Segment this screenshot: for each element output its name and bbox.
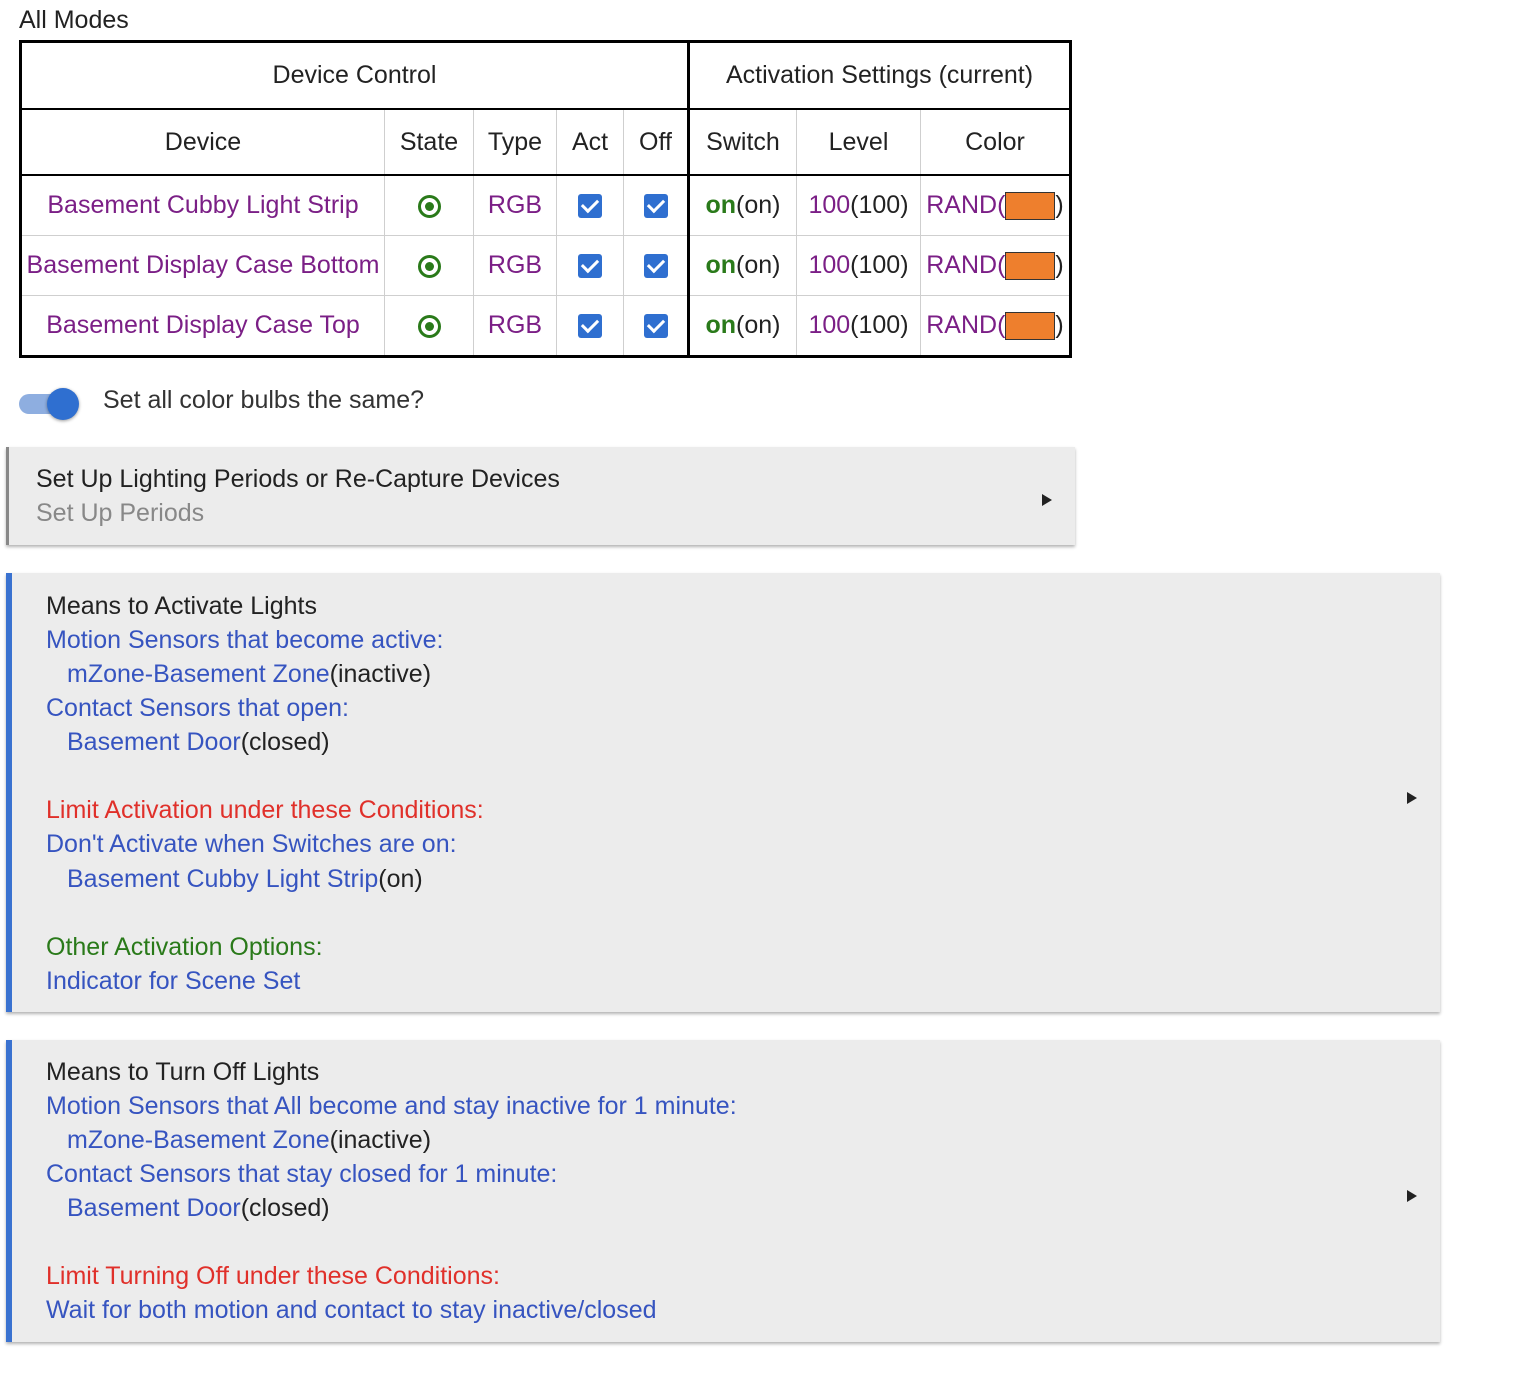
group-header-activation-settings: Activation Settings (current) [689,42,1071,110]
color-swatch [1005,192,1055,220]
turn-off-lights-card[interactable] [6,1040,1440,1342]
level-cell[interactable] [797,175,921,236]
same-color-toggle-label: Set all color bulbs the same? [103,386,425,414]
color-setting: RAND( [926,250,1006,279]
activate-contact-heading: Contact Sensors that open: [46,694,349,722]
off-motion-state: (inactive) [329,1126,432,1154]
color-close-paren: ) [1055,310,1064,339]
activate-switch-device: Basement Cubby Light Strip [67,865,379,893]
off-contact-state: (closed) [240,1194,330,1222]
switch-current: (on) [736,311,781,339]
off-checkbox[interactable] [644,194,668,218]
off-contact-heading: Contact Sensors that stay closed for 1 minute: [46,1160,558,1188]
switch-cell[interactable] [689,296,797,357]
activate-switch-heading: Don't Activate when Switches are on: [46,830,457,858]
toggle-knob [47,388,79,420]
switch-current: (on) [736,191,781,219]
color-cell[interactable] [921,236,1071,296]
activate-motion-device: mZone-Basement Zone [67,660,330,688]
switch-cell[interactable] [689,236,797,296]
activate-limit-heading: Limit Activation under these Conditions: [46,796,484,824]
col-header-level: Level [797,109,921,175]
color-close-paren: ) [1055,190,1064,219]
act-checkbox[interactable] [578,254,602,278]
group-header-device-control: Device Control [21,42,689,110]
level-cell[interactable] [797,296,921,357]
device-table [19,40,1072,358]
off-card-title: Means to Turn Off Lights [46,1058,320,1086]
switch-cell[interactable] [689,175,797,236]
color-cell[interactable] [921,175,1071,236]
activate-lights-card[interactable] [6,573,1440,1012]
color-setting: RAND( [926,310,1006,339]
device-type-link[interactable]: RGB [487,311,543,339]
activate-contact-state: (closed) [240,728,330,756]
switch-setting: on [705,251,737,279]
act-checkbox[interactable] [578,194,602,218]
col-header-type: Type [474,109,557,175]
off-checkbox[interactable] [644,254,668,278]
activate-motion-state: (inactive) [329,660,432,688]
off-checkbox[interactable] [644,314,668,338]
radio-selected-icon[interactable] [418,315,441,338]
device-type-link[interactable]: RGB [487,251,543,279]
col-header-act: Act [557,109,624,175]
table-row [21,236,1071,296]
table-row [21,296,1071,357]
device-name-link[interactable]: Basement Cubby Light Strip [47,191,359,219]
device-type-link[interactable]: RGB [487,191,543,219]
color-cell[interactable] [921,296,1071,357]
level-cell[interactable] [797,236,921,296]
level-setting: 100 [808,191,851,219]
color-swatch [1005,252,1055,280]
level-current: (100) [850,191,909,219]
act-checkbox[interactable] [578,314,602,338]
switch-current: (on) [736,251,781,279]
device-name-link[interactable]: Basement Display Case Bottom [26,251,380,279]
table-row [21,175,1071,236]
activate-switch-state: (on) [378,865,423,893]
col-header-switch: Switch [689,109,797,175]
off-limit-item: Wait for both motion and contact to stay inactive/closed [46,1296,657,1324]
radio-selected-icon[interactable] [418,195,441,218]
lighting-periods-title: Set Up Lighting Periods or Re-Capture Devices [36,465,560,493]
triangle-right-icon [1407,1190,1417,1202]
activate-contact-device: Basement Door [67,728,241,756]
level-current: (100) [850,251,909,279]
device-name-link[interactable]: Basement Display Case Top [46,311,360,339]
color-close-paren: ) [1055,250,1064,279]
color-swatch [1005,312,1055,340]
lighting-periods-card[interactable] [6,447,1075,545]
switch-setting: on [705,311,737,339]
off-motion-device: mZone-Basement Zone [67,1126,330,1154]
switch-setting: on [705,191,737,219]
col-header-state: State [385,109,474,175]
off-motion-heading: Motion Sensors that All become and stay inactive for 1 minute: [46,1092,737,1120]
off-limit-heading: Limit Turning Off under these Conditions: [46,1262,500,1290]
lighting-periods-subtitle: Set Up Periods [36,499,205,527]
off-contact-device: Basement Door [67,1194,241,1222]
activate-motion-heading: Motion Sensors that become active: [46,626,444,654]
mode-title: All Modes [19,6,129,34]
col-header-off: Off [624,109,689,175]
col-header-color: Color [921,109,1071,175]
triangle-right-icon [1042,494,1052,506]
color-setting: RAND( [926,190,1006,219]
triangle-right-icon [1407,792,1417,804]
level-setting: 100 [808,251,851,279]
level-setting: 100 [808,311,851,339]
level-current: (100) [850,311,909,339]
same-color-toggle[interactable] [19,388,77,420]
activate-other-heading: Other Activation Options: [46,933,323,961]
activate-card-title: Means to Activate Lights [46,592,317,620]
radio-selected-icon[interactable] [418,255,441,278]
activate-other-item: Indicator for Scene Set [46,967,301,995]
col-header-device: Device [21,109,385,175]
